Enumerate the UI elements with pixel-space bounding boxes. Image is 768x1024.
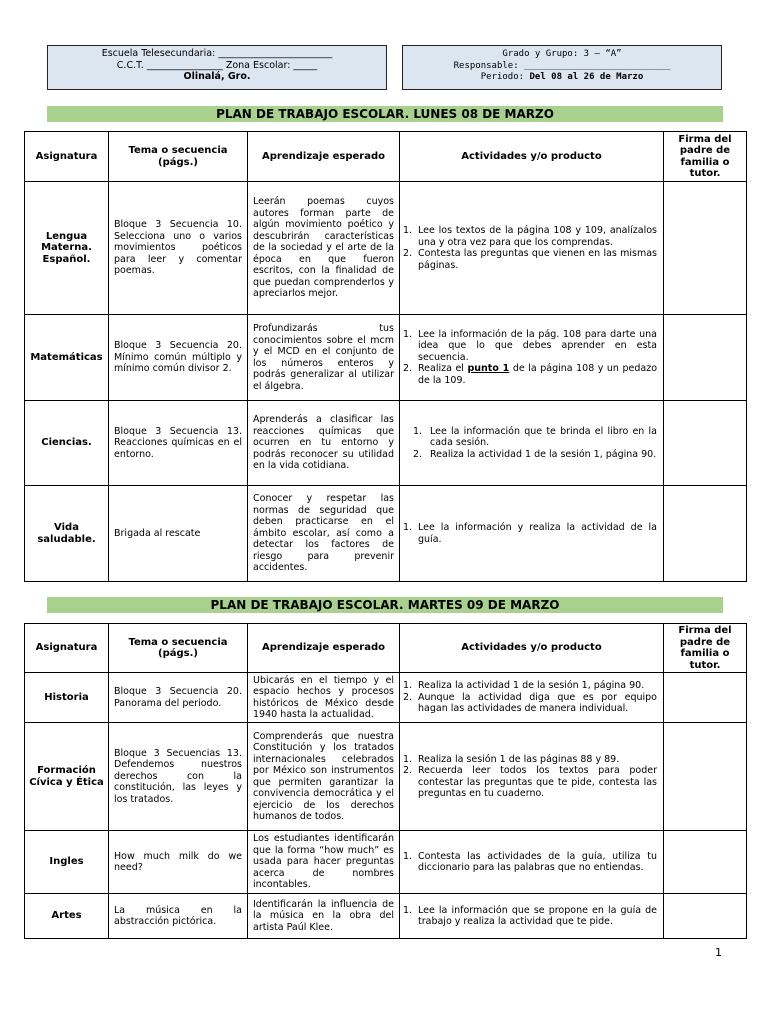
table-row: [25, 486, 747, 582]
list-item: 2. Realiza el punto 1 de la página 108 y un pedazo de la 109.: [403, 363, 661, 386]
learning-cell: Identificarán la influencia de la música en la obra del artista Paúl Klee.: [248, 894, 400, 939]
plan-table-monday: [24, 131, 747, 582]
col-topic: Tema o secuencia (págs.): [109, 132, 248, 182]
list-item: 1. Lee los textos de la página 108 y 109, analízalos una y otra vez para que los comprendas.: [403, 225, 657, 248]
topic-cell: Brigada al rescate: [109, 486, 248, 582]
topic-cell: Bloque 3 Secuencias 13. Defendemos nuestros derechos con la constitución, las leyes y los tratados.: [109, 723, 248, 831]
signature-cell: [664, 315, 747, 401]
col-signature: Firma del padre de familia o tutor.: [664, 132, 747, 182]
topic-cell: Bloque 3 Secuencia 10. Selecciona uno o varios movimientos poéticos para leer y comentar poemas.: [109, 182, 248, 315]
period-label: Periodo:: [480, 72, 530, 82]
signature-cell: [664, 673, 747, 723]
period-line: [403, 72, 721, 84]
activities-cell: [400, 673, 664, 723]
plan-table-tuesday: [24, 623, 747, 939]
signature-cell: [664, 486, 747, 582]
list-item: 2. Recuerda leer todos los textos para poder contestar las preguntas que te pide, contesta las preguntas en tu cuaderno.: [403, 765, 657, 799]
table-row: [25, 401, 747, 486]
location: Olinalá, Gro.: [183, 71, 251, 82]
list-item: 2. Aunque la actividad diga que es por equipo hagan las actividades de manera individual.: [403, 691, 657, 715]
col-activities: Actividades y/o producto: [400, 624, 664, 673]
topic-cell: Bloque 3 Secuencia 20. Mínimo común múltiplo y mínimo común divisor 2.: [109, 315, 248, 401]
learning-cell: Profundizarás tus conocimientos sobre el mcm y el MCD en el conjunto de los números enteros y podrás generalizar al utilizar el álgebra.: [248, 315, 400, 401]
subject-cell: Historia: [25, 673, 109, 723]
signature-cell: [664, 723, 747, 831]
signature-cell: [664, 401, 747, 486]
responsible-line: Responsable: ___________________________: [453, 60, 671, 71]
activities-cell: [400, 182, 664, 315]
signature-cell: [664, 831, 747, 894]
learning-cell: Comprenderás que nuestra Constitución y los tratados internacionales celebrados por México son instrumentos que permiten garantizar la convivencia democrática y el ejercicio de los derechos humanos de todos.: [248, 723, 400, 831]
activities-cell: [400, 315, 664, 401]
school-info-box: [47, 45, 387, 90]
activities-cell: [400, 401, 664, 486]
list-item: 1. Realiza la actividad 1 de la sesión 1, página 90.: [403, 680, 645, 692]
list-item: 2. Contesta las preguntas que vienen en las mismas páginas.: [403, 248, 657, 271]
topic-cell: Bloque 3 Secuencia 20. Panorama del periodo.: [109, 673, 248, 723]
subject-cell: Matemáticas: [25, 315, 109, 401]
col-activities: Actividades y/o producto: [400, 132, 664, 182]
activities-cell: [400, 894, 664, 939]
activities-cell: [400, 831, 664, 894]
list-item: 1. Lee la información que se propone en la guía de trabajo y realiza la actividad que te pide.: [403, 904, 657, 927]
col-learning: Aprendizaje esperado: [248, 132, 400, 182]
day1-title: PLAN DE TRABAJO ESCOLAR. LUNES 08 DE MARZO: [47, 106, 723, 122]
topic-cell: Bloque 3 Secuencia 13. Reacciones químicas en el entorno.: [109, 401, 248, 486]
grade-line: Grado y Grupo: 3 – “A”: [502, 49, 622, 59]
table-row: [25, 673, 747, 723]
list-item: 1. Lee la información que te brinda el libro en la cada sesión.: [413, 425, 657, 449]
subject-cell: Artes: [25, 894, 109, 939]
col-topic: Tema o secuencia (págs.): [109, 624, 248, 673]
subject-cell: Vida saludable.: [25, 486, 109, 582]
list-item: 1. Lee la información de la pág. 108 para darte una idea que lo que debes aprender en esta secuencia.: [403, 328, 657, 363]
table-row: [25, 723, 747, 831]
topic-cell: La música en la abstracción pictórica.: [109, 894, 248, 939]
grade-info-box: [402, 45, 722, 90]
table-row: [25, 315, 747, 401]
subject-cell: Formación Cívica y Ética: [25, 723, 109, 831]
page-number: 1: [715, 946, 722, 959]
table-row: [25, 894, 747, 939]
learning-cell: Leerán poemas cuyos autores forman parte de algún movimiento poético y descubrirán características de la sociedad y el arte de la época en que fueron escritos, con la finalidad de que puedan comprenderlos y apreciarlos mejor.: [248, 182, 400, 315]
day2-title: PLAN DE TRABAJO ESCOLAR. MARTES 09 DE MARZO: [47, 597, 723, 613]
topic-cell: How much milk do we need?: [109, 831, 248, 894]
signature-cell: [664, 894, 747, 939]
school-line: Escuela Telesecundaria: ________________________: [101, 48, 333, 59]
col-subject: Asignatura: [25, 624, 109, 673]
col-subject: Asignatura: [25, 132, 109, 182]
col-learning: Aprendizaje esperado: [248, 624, 400, 673]
col-signature: Firma del padre de familia o tutor.: [664, 624, 747, 673]
subject-cell: Ingles: [25, 831, 109, 894]
activities-cell: [400, 486, 664, 582]
list-item: 1. Realiza la sesión 1 de las páginas 88 y 89.: [403, 753, 620, 765]
subject-cell: Ciencias.: [25, 401, 109, 486]
list-item: 2. Realiza la actividad 1 de la sesión 1, página 90.: [413, 448, 657, 460]
subject-cell: Lengua Materna. Español.: [25, 182, 109, 315]
learning-cell: Conocer y respetar las normas de seguridad que deben practicarse en el ámbito escolar, así como a detectar los factores de riesgo para prevenir accidentes.: [248, 486, 400, 582]
list-item: 1. Lee la información y realiza la actividad de la guía.: [403, 522, 657, 545]
cct-line: C.C.T. ________________ Zona Escolar: _____: [116, 59, 318, 71]
list-item: 1. Contesta las actividades de la guía, utiliza tu diccionario para las palabras que no entiendas.: [403, 850, 657, 873]
activities-cell: [400, 723, 664, 831]
learning-cell: Aprenderás a clasificar las reacciones químicas que ocurren en tu entorno y podrás reconocer su utilidad en la vida cotidiana.: [248, 401, 400, 486]
table-row: [25, 182, 747, 315]
table-row: [25, 831, 747, 894]
learning-cell: Ubicarás en el tiempo y el espacio hechos y procesos históricos de México desde 1940 hasta la actualidad.: [248, 673, 400, 723]
signature-cell: [664, 182, 747, 315]
period-value: Del 08 al 26 de Marzo: [529, 72, 644, 82]
learning-cell: Los estudiantes identificarán que la forma “how much” es usada para hacer preguntas acerca de nombres incontables.: [248, 831, 400, 894]
